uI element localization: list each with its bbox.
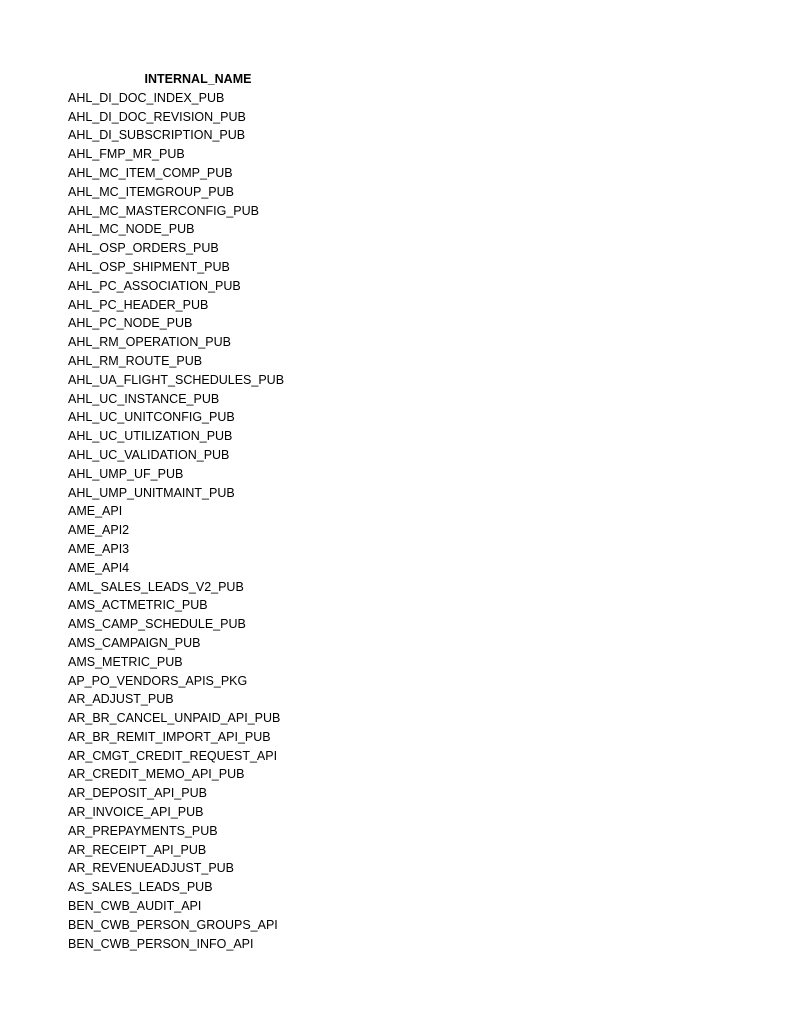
list-item: AME_API3	[68, 541, 130, 556]
list-item: AR_CMGT_CREDIT_REQUEST_API	[68, 748, 278, 763]
list-item: AR_BR_REMIT_IMPORT_API_PUB	[68, 729, 271, 744]
list-item: BEN_CWB_PERSON_INFO_API	[68, 936, 254, 951]
list-item: AHL_MC_NODE_PUB	[68, 222, 195, 237]
list-item: AHL_MC_ITEM_COMP_PUB	[68, 165, 233, 180]
list-item: AR_REVENUEADJUST_PUB	[68, 861, 235, 876]
list-item: AR_CREDIT_MEMO_API_PUB	[68, 767, 245, 782]
internal-name-list	[68, 89, 368, 954]
list-item: AHL_MC_ITEMGROUP_PUB	[68, 184, 235, 199]
list-item: AR_PREPAYMENTS_PUB	[68, 823, 218, 838]
list-item: AR_ADJUST_PUB	[68, 692, 174, 707]
list-item: AMS_CAMPAIGN_PUB	[68, 635, 201, 650]
list-item: AHL_UA_FLIGHT_SCHEDULES_PUB	[68, 372, 285, 387]
list-item: AHL_RM_ROUTE_PUB	[68, 353, 203, 368]
list-item: AHL_PC_HEADER_PUB	[68, 297, 209, 312]
list-item: AP_PO_VENDORS_APIS_PKG	[68, 673, 248, 688]
list-item: AR_DEPOSIT_API_PUB	[68, 786, 207, 801]
list-item: AHL_PC_ASSOCIATION_PUB	[68, 278, 241, 293]
list-item: AHL_OSP_ORDERS_PUB	[68, 241, 219, 256]
list-item: AHL_UC_UNITCONFIG_PUB	[68, 410, 235, 425]
list-item: AR_BR_CANCEL_UNPAID_API_PUB	[68, 711, 281, 726]
list-item: AS_SALES_LEADS_PUB	[68, 880, 213, 895]
list-item: AME_API2	[68, 523, 130, 538]
list-item: AHL_UC_UTILIZATION_PUB	[68, 429, 233, 444]
list-item: AHL_DI_SUBSCRIPTION_PUB	[68, 128, 246, 143]
list-item: AMS_CAMP_SCHEDULE_PUB	[68, 617, 246, 632]
list-item: AHL_UC_VALIDATION_PUB	[68, 447, 230, 462]
list-item: AML_SALES_LEADS_V2_PUB	[68, 579, 244, 594]
list-item: AHL_PC_NODE_PUB	[68, 316, 193, 331]
list-item: AR_INVOICE_API_PUB	[68, 805, 204, 820]
list-item: AHL_DI_DOC_REVISION_PUB	[68, 109, 246, 124]
list-item: AR_RECEIPT_API_PUB	[68, 842, 207, 857]
list-item: AME_API4	[68, 560, 130, 575]
column-header: INTERNAL_NAME	[144, 72, 252, 86]
list-item: AHL_UMP_UF_PUB	[68, 466, 184, 481]
list-item: AMS_ACTMETRIC_PUB	[68, 598, 208, 613]
list-item: AHL_MC_MASTERCONFIG_PUB	[68, 203, 260, 218]
list-item: AHL_DI_DOC_INDEX_PUB	[68, 90, 225, 105]
list-item: AHL_UMP_UNITMAINT_PUB	[68, 485, 235, 500]
list-item: AHL_OSP_SHIPMENT_PUB	[68, 259, 230, 274]
list-item: BEN_CWB_AUDIT_API	[68, 899, 202, 914]
list-item: AME_API	[68, 504, 123, 519]
list-item: BEN_CWB_PERSON_GROUPS_API	[68, 917, 278, 932]
list-item: AHL_FMP_MR_PUB	[68, 147, 185, 162]
internal-name-column	[68, 70, 368, 953]
list-item: AHL_UC_INSTANCE_PUB	[68, 391, 220, 406]
list-item: AHL_RM_OPERATION_PUB	[68, 335, 232, 350]
list-item: AMS_METRIC_PUB	[68, 654, 183, 669]
